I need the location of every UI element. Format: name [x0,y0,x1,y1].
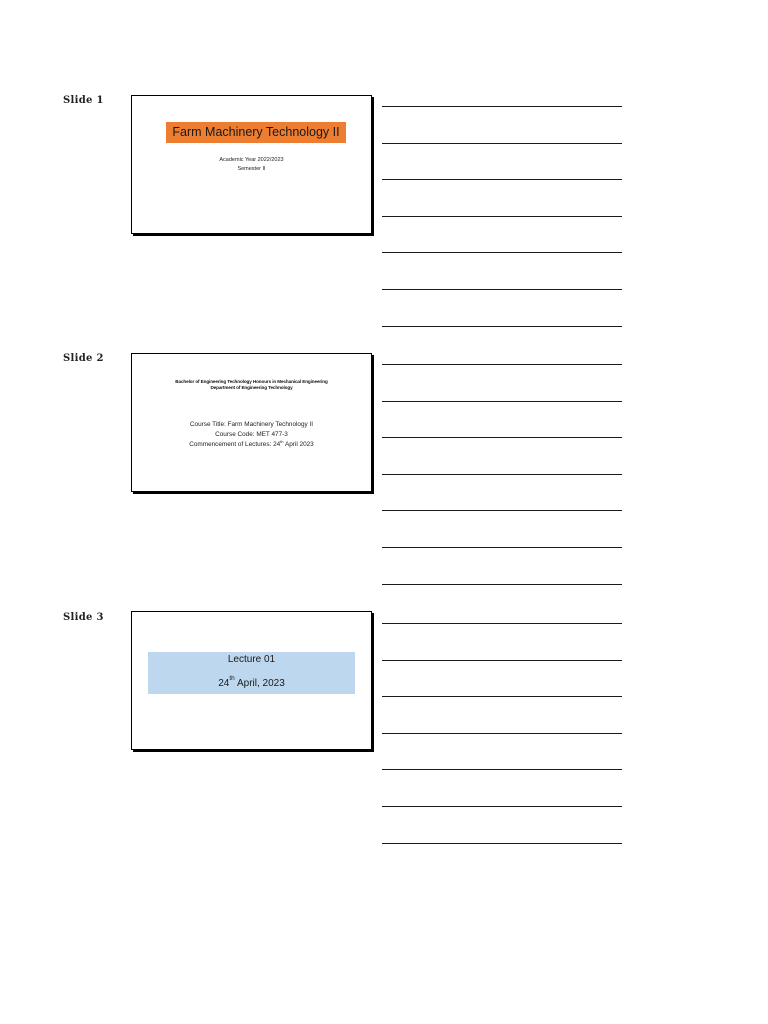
slide-2-course-code: Course Code: MET 477-3 [215,431,288,438]
note-line [382,289,622,290]
note-line [382,143,622,144]
slide-3-thumbnail [131,611,372,750]
slide-1-label: Slide 1 [63,95,104,106]
note-line [382,106,622,107]
note-line [382,769,622,770]
slide-1-thumbnail [131,95,372,234]
slide-3-lecture-date: 24th April, 2023 [218,675,285,689]
note-line [382,660,622,661]
slide-2-department: Department of Engineering Technology [210,385,293,390]
note-line [382,733,622,734]
note-line [382,510,622,511]
note-line [382,401,622,402]
slide-2-commencement: Commencement of Lectures: 24th April 2023 [189,439,314,448]
note-line [382,584,622,585]
slide-2-course-title: Course Title: Farm Machinery Technology II [189,421,314,428]
note-line [382,252,622,253]
slide-2-degree: Bachelor of Engineering Technology Honours in Mechanical Engineering [175,379,328,384]
note-line [382,547,622,548]
note-line [382,474,622,475]
slide-3-label: Slide 3 [63,612,104,623]
slide-3-lecture-box [148,652,355,694]
note-line [382,696,622,697]
note-line [382,364,622,365]
note-line [382,216,622,217]
note-line [382,326,622,327]
slide-2-label: Slide 2 [63,353,104,364]
slide-2-thumbnail [131,353,372,492]
note-line [382,437,622,438]
note-line [382,623,622,624]
note-line [382,843,622,844]
note-line [382,179,622,180]
slide-1-academic-year: Academic Year 2022/2023 [219,157,284,163]
slide-3-lecture-number: Lecture 01 [227,654,276,665]
slide-1-title: Farm Machinery Technology II [166,122,346,143]
slide-1-semester: Semester II [237,166,266,172]
note-line [382,806,622,807]
